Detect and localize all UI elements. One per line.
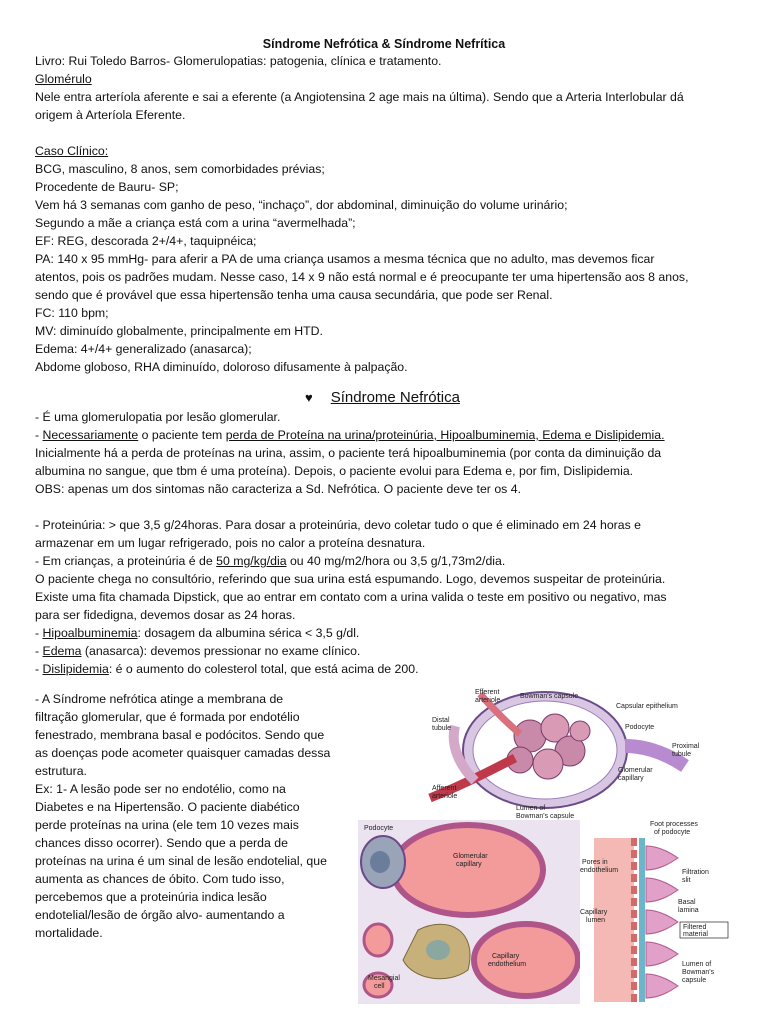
membrane-line: perde proteínas na urina (ele tem 10 vezes mais (35, 818, 299, 832)
fig3-label: endothelium (580, 867, 619, 874)
edema-line: - Edema (anasarca): devemos pressionar no exame clínico. (35, 644, 361, 658)
fig1-label: Proximal (672, 743, 700, 750)
podocyte-nucleus-shape (370, 851, 390, 873)
membrane-line: aumenta as chances de óbito. Com tudo isso, (35, 872, 285, 886)
nephrotic-line: OBS: apenas um dos sintomas não caracteriza a Sd. Nefrótica. O paciente deve ter os 4. (35, 482, 521, 496)
fig3-label: material (683, 931, 708, 938)
fig3-label: lumen (586, 917, 606, 924)
mesangial-nucleus-shape (426, 940, 450, 960)
hypoalbuminemia-term: Hipoalbuminemia (42, 626, 138, 640)
capillary-lumen-shape (474, 924, 578, 996)
proteinuria-line: para ser fidedigna, devemos dosar as 24 horas. (35, 608, 296, 622)
case-line: BCG, masculino, 8 anos, sem comorbidades prévias; (35, 162, 325, 176)
proteinuria-line: O paciente chega no consultório, referindo que sua urina está espumando. Logo, devemos suspeitar de proteinúria. (35, 572, 666, 586)
case-line: atentos, pois os padrões mudam. Nesse caso, 14 x 9 não está normal e é preocupante ter uma hipertensão aos 8 anos, (35, 270, 689, 284)
case-line: Vem há 3 semanas com ganho de peso, “inchaço”, dor abdominal, diminuição do volume urinário; (35, 198, 568, 212)
fig1-label: Bowman's capsule (520, 693, 579, 700)
fig1-label: Distal (432, 717, 450, 724)
membrane-line: mortalidade. (35, 926, 103, 940)
fig3-label: Foot processes (650, 821, 698, 828)
section-heading (305, 389, 460, 407)
fig2-label: capillary (456, 861, 482, 868)
nephrotic-criteria-line (35, 426, 735, 444)
membrane-line: percebemos que a proteinúria indica lesão (35, 890, 267, 904)
dyslipidemia-line: - Dislipidemia: é o aumento do colesterol total, que está acima de 200. (35, 662, 419, 676)
case-line: Segundo a mãe a criança está com a urina “avermelhada”; (35, 216, 356, 230)
book-reference: Livro: Rui Toledo Barros- Glomerulopatias: patogenia, clínica e tratamento. (35, 54, 442, 68)
membrane-line: Ex: 1- A lesão pode ser no endotélio, como na (35, 782, 286, 796)
dyslipidemia-desc: : é o aumento do colesterol total, que está acima de 200. (108, 662, 419, 676)
children-text-a: - Em crianças, a proteinúria é de (35, 554, 217, 568)
fig3-label: Pores in (582, 859, 608, 866)
fig1-label: Afferent (432, 785, 457, 792)
children-dose-text: 50 mg/kg/dia (216, 554, 287, 568)
fig3-label: Basal (678, 899, 696, 906)
criteria-mid-text: o paciente tem (138, 428, 226, 442)
proteinuria-block (35, 516, 735, 678)
proteinuria-line: armazenar em um lugar refrigerado, pois no calor a proteína desnatura. (35, 536, 426, 550)
section-title: Síndrome Nefrótica (330, 389, 460, 406)
fig1-label: tubule (432, 725, 452, 732)
fig2-label: Glomerular (453, 853, 488, 860)
fig3-label: capsule (682, 977, 707, 984)
clinical-case-block (35, 142, 735, 376)
fig2-label: Capillary (492, 953, 520, 960)
small-capillary-shape (364, 924, 392, 956)
nephrotic-block (35, 408, 735, 498)
membrane-line: fenestrado, membrana basal e podócitos. Sendo que (35, 728, 325, 742)
nephrotic-line: Inicialmente há a perda de proteínas na urina, assim, o paciente terá hipoalbuminemia (por conta da diminuição da (35, 446, 662, 460)
proteinuria-line: - Proteinúria: > que 3,5 g/24horas. Para dosar a proteinúria, devo coletar tudo o que é eliminado em 24 horas e (35, 518, 642, 532)
membrane-line: proteínas na urina é um sinal de lesão endotelial, que (35, 854, 327, 868)
membrane-line: as doenças pode acometer quaisquer camadas dessa (35, 746, 331, 760)
fig1-label: Capsular epithelium (616, 703, 678, 710)
fig1-label: Bowman's capsule (516, 813, 575, 820)
fig1-label: arteriole (432, 793, 458, 800)
nephrotic-line: albumina no sangue, que tbm é uma proteína). Depois, o paciente evolui para Edema e, por fim, Dislipidemia. (35, 464, 634, 478)
fig1-label: Podocyte (625, 724, 655, 731)
intro-block (35, 52, 735, 124)
filtration-barrier-figure (580, 816, 730, 1004)
dash: - (35, 428, 43, 442)
case-line: MV: diminuído globalmente, principalmente em HTD. (35, 324, 323, 338)
membrane-line: chances disso ocorrer). Sendo que a perda de (35, 836, 288, 850)
case-line: PA: 140 x 95 mmHg- para aferir a PA de uma criança usamos a mesma técnica que no adulto, mas devemos ficar (35, 252, 655, 266)
glomerular-capillary-shape (393, 825, 543, 915)
membrane-line: filtração glomerular, que é formada por endotélio (35, 710, 300, 724)
case-line: sendo que é provável que essa hipertensão tenha uma causa secundária, que pode ser Renal. (35, 288, 553, 302)
fig1-label: Glomerular (618, 767, 653, 774)
glomerulo-heading: Glomérulo (35, 72, 92, 86)
fig3-label: lamina (678, 907, 699, 914)
edema-desc: (anasarca): devemos pressionar no exame clínico. (81, 644, 361, 658)
capillary-section-figure (358, 820, 580, 1004)
case-line: Procedente de Bauru- SP; (35, 180, 179, 194)
criteria-list-text: perda de Proteína na urina/proteinúria, Hipoalbuminemia, Edema e Dislipidemia. (225, 428, 665, 442)
case-line: Abdome globoso, RHA diminuído, doloroso difusamente à palpação. (35, 360, 408, 374)
glomerulo-text-1: Nele entra arteríola aferente e sai a eferente (a Angiotensina 2 age mais na última). Sendo que a Arteria Interlobular dá (35, 90, 684, 104)
case-line: FC: 110 bpm; (35, 306, 109, 320)
fig2-label: endothelium (488, 961, 527, 968)
renal-corpuscle-figure (420, 686, 730, 820)
hypoalbuminemia-line: - Hipoalbuminemia: dosagem da albumina sérica < 3,5 g/dl. (35, 626, 360, 640)
membrane-line: estrutura. (35, 764, 87, 778)
fig3-label: slit (682, 877, 691, 884)
page-title: Síndrome Nefrótica & Síndrome Nefrítica (262, 37, 506, 51)
fig2-label: cell (374, 983, 385, 990)
fig3-label: Filtered (683, 924, 707, 931)
hypoalbuminemia-desc: : dosagem da albumina sérica < 3,5 g/dl. (137, 626, 360, 640)
dyslipidemia-term: Dislipidemia (42, 662, 109, 676)
fig1-label: Lumen of (516, 805, 546, 812)
necessariamente-text: Necessariamente (42, 428, 139, 442)
membrane-line: Diabetes e na Hipertensão. O paciente diabético (35, 800, 300, 814)
fig3-label: Capillary (580, 909, 608, 916)
case-line: EF: REG, descorada 2+/4+, taquipnéica; (35, 234, 257, 248)
heart-bullet-icon: ♥ (305, 390, 313, 405)
fig2-label: Podocyte (364, 825, 394, 832)
fig1-label: arteriole (475, 697, 501, 704)
proteinuria-line: Existe uma fita chamada Dipstick, que ao entrar em contato com a urina valida o teste em positivo ou negativo, mas (35, 590, 667, 604)
fig2-label: Mesangial (368, 975, 400, 982)
nephrotic-line: - É uma glomerulopatia por lesão glomerular. (35, 410, 281, 424)
fig1-label: Efferent (475, 689, 500, 696)
case-line: Edema: 4+/4+ generalizado (anasarca); (35, 342, 252, 356)
fig1-label: capillary (618, 775, 644, 782)
proteinuria-children-line (35, 552, 735, 570)
membrane-text-block (35, 690, 355, 942)
clinical-case-heading: Caso Clínico: (35, 144, 109, 158)
membrane-line: - A Síndrome nefrótica atinge a membrana de (35, 692, 284, 706)
membrane-line: endotelial/lesão de órgão alvo- aumentando a (35, 908, 285, 922)
edema-term: Edema (42, 644, 82, 658)
fig3-label: Bowman's (682, 969, 715, 976)
fig3-label: of podocyte (654, 829, 691, 836)
fig1-label: tubule (672, 751, 692, 758)
fig3-label: Lumen of (682, 961, 712, 968)
fig3-label: Filtration (682, 869, 709, 876)
glomerulo-text-2: origem à Arteríola Eferente. (35, 108, 186, 122)
children-text-b: ou 40 mg/m2/hora ou 3,5 g/1,73m2/dia. (286, 554, 506, 568)
